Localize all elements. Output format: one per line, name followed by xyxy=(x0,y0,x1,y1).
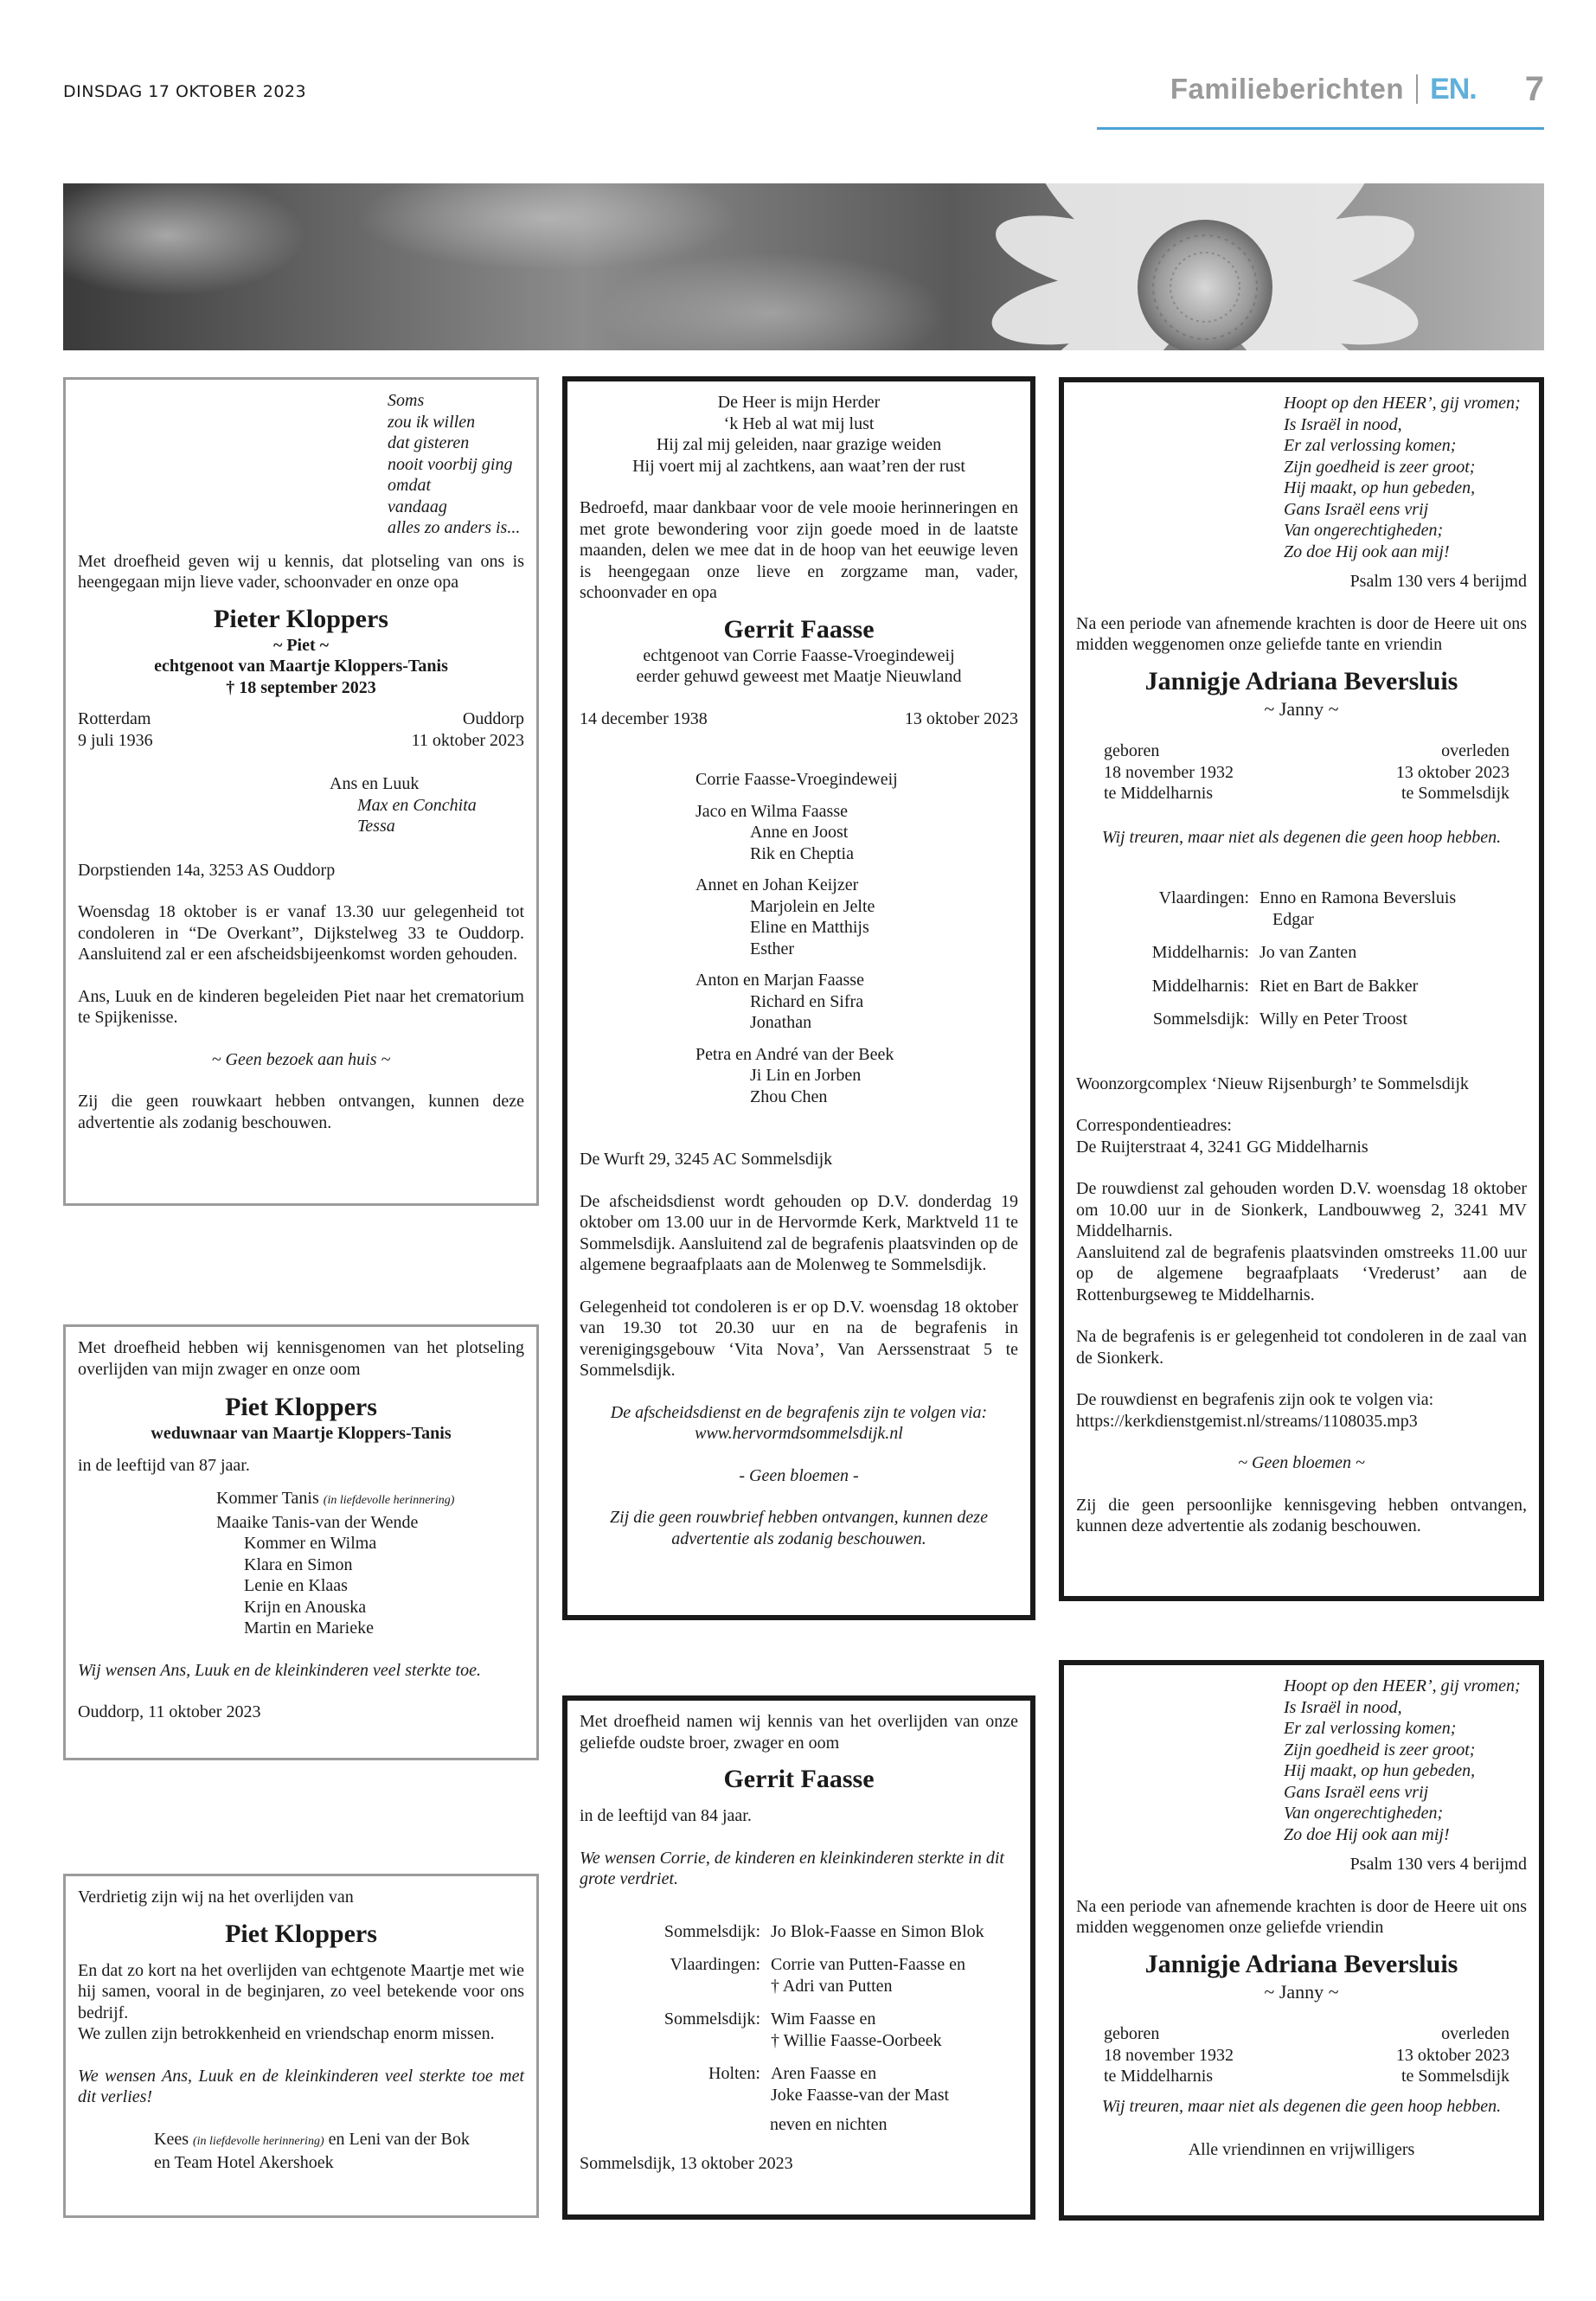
life-dates xyxy=(1076,740,1527,804)
died-label: overleden xyxy=(1441,741,1509,760)
age-line: in de leeftijd van 87 jaar. xyxy=(78,1455,250,1475)
family-group xyxy=(695,875,1018,959)
death-place: te Sommelsdijk xyxy=(1401,784,1509,803)
family-member xyxy=(216,1488,524,1512)
place-row xyxy=(580,1921,1018,1943)
place-row xyxy=(580,2063,1018,2106)
stream-text: De afscheidsdienst en de begrafenis zijn te volgen via: xyxy=(610,1402,988,1422)
deceased-name: Gerrit Faasse xyxy=(723,614,875,644)
header-rule xyxy=(1097,127,1544,130)
family-member: Marjolein en Jelte xyxy=(750,896,875,916)
psalm-line: Van ongerechtigheden; xyxy=(1284,521,1444,540)
family-member: Kommer en Wilma xyxy=(244,1534,377,1553)
psalm-line: ‘k Heb al wat mij lust xyxy=(723,413,875,433)
place-label: Sommelsdijk: xyxy=(1152,1009,1249,1029)
widower-line: weduwnaar van Maartje Kloppers-Tanis xyxy=(151,1424,452,1443)
psalm-line: Is Israël in nood, xyxy=(1284,1697,1402,1717)
place-label: Middelharnis: xyxy=(1151,943,1249,962)
family-member: Tessa xyxy=(357,817,395,836)
deceased-name: Jannigje Adriana Beversluis xyxy=(1144,666,1458,695)
deceased-name: Piet Kloppers xyxy=(225,1393,377,1421)
psalm-line: Is Israël in nood, xyxy=(1284,414,1402,434)
family-head: Annet en Johan Keijzer xyxy=(695,875,859,894)
signer: en Leni van der Bok xyxy=(328,2129,470,2149)
death-info xyxy=(1396,740,1509,804)
psalm-line: Zo doe Hij ook aan mij! xyxy=(1284,1824,1450,1844)
intro-text: Met droefheid namen wij kennis van het overlijden van onze geliefde oudste broer, zwager en oom xyxy=(580,1712,1018,1753)
family-member: Ans en Luuk xyxy=(330,774,420,793)
family-member: Anne en Joost xyxy=(750,823,849,842)
psalm-line: Hoopt op den HEER’, gij vromen; xyxy=(1284,394,1521,413)
psalm-line: Hij voert mij al zachtkens, aan waat’ren der rust xyxy=(632,456,965,476)
person-name: Corrie van Putten-Faasse en xyxy=(771,1955,965,1974)
service-info: De rouwdienst zal gehouden worden D.V. woensdag 18 oktober om 10.00 uur in de Sionkerk, Landbouwweg 2, 3241 MV Middelharnis. xyxy=(1076,1179,1527,1240)
quote-text: Wij treuren, maar niet als degenen die geen hoop hebben. xyxy=(1101,2096,1502,2116)
person-name: † Willie Faasse-Oorbeek xyxy=(771,2030,942,2050)
names-cell xyxy=(771,2063,949,2106)
nickname: ~ Janny ~ xyxy=(1264,1980,1339,2003)
place-row xyxy=(580,1954,1018,1997)
wish-text: Wij wensen Ans, Luuk en de kleinkinderen veel sterkte toe. xyxy=(78,1660,481,1680)
obituary-janny-beversluis xyxy=(1059,377,1544,1601)
intro-text: Na een periode van afnemende krachten is door de Heere uit ons midden weggenomen onze geliefde tante en vriendin xyxy=(1076,613,1527,654)
person-name: Jo Blok-Faasse en Simon Blok xyxy=(771,1921,984,1941)
burial-info: Aansluitend zal de begrafenis plaatsvinden omstreeks 11.00 uur op de algemene begraafplaats ‘Vrederust’ aan de Rottenburgseweg te Middelharnis. xyxy=(1076,1242,1527,1304)
psalm-line: Hij maakt, op hun gebeden, xyxy=(1284,1761,1476,1780)
condolence-info: Na de begrafenis is er gelegenheid tot condoleren in de zaal van de Sionkerk. xyxy=(1076,1327,1527,1368)
intro-text: Bedroefd, maar dankbaar voor de vele mooie herinneringen en met grote bewondering voor zijn goede moed in de laatste maanden, delen we mee dat in de hoop van het eeuwige leven is heengegaan onze lieve en zorgzame man, vader, schoonvader en opa xyxy=(580,498,1018,602)
family-list xyxy=(330,773,524,837)
person-name: Enno en Ramona Beversluis xyxy=(1259,888,1457,907)
condolence-info: Woensdag 18 oktober is er vanaf 13.30 uur gelegenheid tot condoleren in “De Overkant”, Dijkstelweg 33 te Ouddorp. Aansluitend zal er een afscheidsbijeenkomst worden gehouden. xyxy=(78,902,524,964)
no-visit-note: ~ Geen bezoek aan huis ~ xyxy=(211,1049,391,1069)
place-label: Holten: xyxy=(708,2064,760,2083)
psalm-line: Hij zal mij geleiden, naar grazige weiden xyxy=(656,435,942,454)
wish-text: We wensen Corrie, de kinderen en kleinkinderen sterkte in dit grote verdriet. xyxy=(580,1848,1004,1888)
place-row xyxy=(1076,976,1527,997)
daisy-flower-banner xyxy=(63,183,1544,350)
place-label: Middelharnis: xyxy=(1151,976,1249,996)
death-place: te Sommelsdijk xyxy=(1401,2067,1509,2086)
signature-line xyxy=(154,2129,524,2153)
death-date: 13 oktober 2023 xyxy=(1395,762,1509,782)
life-dates xyxy=(1076,2023,1527,2087)
death-info xyxy=(1396,2023,1509,2087)
family-table xyxy=(1076,888,1527,1030)
place-date: Sommelsdijk, 13 oktober 2023 xyxy=(580,2153,793,2173)
intro-text: Verdrietig zijn wij na het overlijden van xyxy=(78,1888,354,1907)
family-list xyxy=(695,769,1018,1107)
psalm-line: Er zal verlossing komen; xyxy=(1284,436,1457,455)
family-head: Jaco en Wilma Faasse xyxy=(695,801,848,821)
newspaper-logo: EN. xyxy=(1430,72,1477,106)
family-member: Jonathan xyxy=(750,1013,812,1032)
family-member: Ji Lin en Jorben xyxy=(750,1066,862,1085)
page-date: DINSDAG 17 OKTOBER 2023 xyxy=(63,82,307,101)
obituary-piet-kloppers-family xyxy=(63,1324,539,1760)
psalm-line: Er zal verlossing komen; xyxy=(1284,1719,1457,1738)
signature-block xyxy=(154,2129,524,2174)
daisy-flower-icon xyxy=(63,183,1544,350)
nephews-line: neven en nichten xyxy=(770,2115,888,2134)
life-dates xyxy=(580,708,1018,730)
place-date: Ouddorp, 11 oktober 2023 xyxy=(78,1702,261,1721)
person-name: Joke Faasse-van der Mast xyxy=(771,2085,950,2105)
person-name: Willy en Peter Troost xyxy=(1259,1009,1407,1029)
quote-text: Wij treuren, maar niet als degenen die geen hoop hebben. xyxy=(1101,827,1502,847)
obituary-pieter-kloppers xyxy=(63,377,539,1206)
section-title: Familieberichten xyxy=(1170,73,1405,105)
birth-date: 9 juli 1936 xyxy=(78,730,153,750)
names-cell xyxy=(771,1954,965,1997)
psalm-block xyxy=(1284,1676,1527,1845)
psalm-line: Gans Israël eens vrij xyxy=(1284,499,1429,519)
place-label: Vlaardingen: xyxy=(1158,888,1249,907)
footer-note: Zij die geen persoonlijke kennisgeving hebben ontvangen, kunnen deze advertentie als zodanig beschouwen. xyxy=(1076,1495,1527,1535)
poem-line: zou ik willen xyxy=(388,412,476,432)
birth-info xyxy=(1104,740,1234,804)
birth-place: te Middelharnis xyxy=(1104,784,1214,803)
spouse-line: echtgenoot van Corrie Faasse-Vroegindeweij xyxy=(643,645,955,665)
place-label: Sommelsdijk: xyxy=(663,1921,760,1941)
birth-info xyxy=(1104,2023,1234,2087)
no-flowers-note: ~ Geen bloemen ~ xyxy=(1238,1453,1365,1472)
psalm-line: Hij maakt, op hun gebeden, xyxy=(1284,478,1476,497)
death-date: 13 oktober 2023 xyxy=(1395,2045,1509,2065)
intro-text: Na een periode van afnemende krachten is door de Heere uit ons midden weggenomen onze geliefde vriendin xyxy=(1076,1896,1527,1937)
siblings-table xyxy=(580,1921,1018,2106)
body-text: En dat zo kort na het overlijden van echtgenote Maartje met wie hij samen, vooral in de beginjaren, zo veel betekende voor ons bedrijf. xyxy=(78,1960,524,2022)
family-member: Richard en Sifra xyxy=(750,991,864,1011)
memorial-note: (in liefdevolle herinnering) xyxy=(192,2134,324,2148)
family-member: Martin en Marieke xyxy=(244,1618,374,1638)
family-member: Max en Conchita xyxy=(357,795,477,815)
names-cell xyxy=(771,1921,984,1943)
family-group xyxy=(695,769,1018,791)
intro-text: Met droefheid hebben wij kennisgenomen van het plotseling overlijden van mijn zwager en onze oom xyxy=(78,1338,524,1379)
deceased-name: Piet Kloppers xyxy=(225,1919,377,1948)
psalm-block xyxy=(1284,393,1527,562)
home-address: Dorpstienden 14a, 3253 AS Ouddorp xyxy=(78,860,336,880)
obituary-gerrit-faasse-siblings xyxy=(562,1695,1035,2220)
place-row xyxy=(1076,942,1527,964)
poem-line: Soms xyxy=(388,391,425,410)
obituary-piet-kloppers-hotel xyxy=(63,1874,539,2218)
family-member: Zhou Chen xyxy=(750,1086,828,1106)
person-name: Wim Faasse en xyxy=(771,2009,876,2029)
family-head: Corrie Faasse-Vroegindeweij xyxy=(695,770,898,789)
deceased-name: Pieter Kloppers xyxy=(214,604,388,633)
family-member: Rik en Cheptia xyxy=(750,843,854,863)
family-group xyxy=(695,801,1018,865)
poem-line: vandaag xyxy=(388,497,447,516)
nickname: ~ Janny ~ xyxy=(1264,697,1339,720)
birth-date: 18 november 1932 xyxy=(1104,762,1234,782)
birth-place: Rotterdam xyxy=(78,709,151,728)
family-list xyxy=(216,1488,524,1639)
birth-place: te Middelharnis xyxy=(1104,2067,1214,2086)
names-cell xyxy=(1259,1009,1407,1030)
death-date: † 18 september 2023 xyxy=(226,677,376,697)
stream-url[interactable]: https://kerkdienstgemist.nl/streams/1108035.mp3 xyxy=(1076,1411,1418,1431)
poem xyxy=(388,390,524,539)
psalm-line: Gans Israël eens vrij xyxy=(1284,1782,1429,1802)
birth-date: 14 december 1938 xyxy=(580,708,708,728)
place-row xyxy=(580,2009,1018,2051)
born-label: geboren xyxy=(1104,741,1160,760)
page-number: 7 xyxy=(1524,69,1544,108)
no-flowers-note: - Geen bloemen - xyxy=(739,1465,859,1485)
deceased-name: Gerrit Faasse xyxy=(723,1765,875,1793)
names-cell xyxy=(1259,976,1418,997)
age-line: in de leeftijd van 84 jaar. xyxy=(580,1806,752,1825)
family-name: Kommer Tanis xyxy=(216,1489,319,1508)
psalm-reference: Psalm 130 vers 4 berijmd xyxy=(1349,572,1527,591)
family-member: Krijn en Anouska xyxy=(244,1597,367,1617)
cremation-info: Ans, Luuk en de kinderen begeleiden Piet naar het crematorium te Spijkenisse. xyxy=(78,986,524,1027)
condolence-info: Gelegenheid tot condoleren is er op D.V. woensdag 18 oktober van 19.30 tot 20.30 uur en na de begrafenis in verenigingsgebouw ‘Vita Nova’, Van Aerssenstraat 5 te Sommelsdijk. xyxy=(580,1297,1018,1380)
footer-note: Zij die geen rouwbrief hebben ontvangen, kunnen deze advertentie als zodanig beschouwen. xyxy=(610,1508,988,1548)
died-label: overleden xyxy=(1441,2024,1509,2043)
psalm-line: Zijn goedheid is zeer groot; xyxy=(1284,1740,1476,1759)
names-cell xyxy=(771,2009,942,2051)
born-label: geboren xyxy=(1104,2024,1160,2043)
poem-line: dat gisteren xyxy=(388,433,470,452)
home-address: De Wurft 29, 3245 AC Sommelsdijk xyxy=(580,1150,833,1169)
psalm-line: Zijn goedheid is zeer groot; xyxy=(1284,457,1476,477)
birth-info xyxy=(78,708,153,751)
place-row xyxy=(1076,1009,1527,1030)
family-head: Petra en André van der Beek xyxy=(695,1044,894,1064)
death-info xyxy=(412,708,524,751)
family-head: Anton en Marjan Faasse xyxy=(695,971,864,990)
death-date-full: 11 oktober 2023 xyxy=(411,730,524,750)
header-divider xyxy=(1416,74,1418,104)
service-info: De afscheidsdienst wordt gehouden op D.V. donderdag 19 oktober om 13.00 uur in de Hervormde Kerk, Marktveld 11 te Sommelsdijk. Aansluitend zal de begrafenis plaatsvinden op de algemene begraafplaats aan de Molenweg te Sommelsdijk. xyxy=(580,1191,1018,1274)
spouse-line: echtgenoot van Maartje Kloppers-Tanis xyxy=(154,657,448,676)
poem-line: nooit voorbij ging xyxy=(388,454,513,474)
names-cell xyxy=(1259,888,1456,930)
place-row xyxy=(1076,888,1527,930)
psalm-block xyxy=(580,392,1018,477)
signer: Kees xyxy=(154,2129,189,2149)
person-name: Edgar xyxy=(1259,909,1314,929)
intro-text: Met droefheid geven wij u kennis, dat plotseling van ons is heengegaan mijn lieve vader, schoonvader en onze opa xyxy=(78,551,524,592)
wish-text: We wensen Ans, Luuk en de kleinkinderen veel sterkte toe met dit verlies! xyxy=(78,2066,524,2106)
birth-death-places xyxy=(78,708,524,751)
former-spouse-line: eerder gehuwd geweest met Maatje Nieuwland xyxy=(636,667,962,686)
psalm-line: Hoopt op den HEER’, gij vromen; xyxy=(1284,1676,1521,1695)
birth-date: 18 november 1932 xyxy=(1104,2045,1234,2065)
psalm-reference: Psalm 130 vers 4 berijmd xyxy=(1349,1855,1527,1874)
psalm-line: Van ongerechtigheden; xyxy=(1284,1804,1444,1823)
person-name: Jo van Zanten xyxy=(1259,943,1357,962)
footer-note: Zij die geen rouwkaart hebben ontvangen, kunnen deze advertentie als zodanig beschouwen. xyxy=(78,1092,524,1132)
memorial-note: (in liefdevolle herinnering) xyxy=(323,1494,455,1507)
place-label: Vlaardingen: xyxy=(670,1955,760,1974)
obituary-janny-beversluis-friends xyxy=(1059,1660,1544,2221)
family-member: Klara en Simon xyxy=(244,1554,353,1574)
psalm-line: Zo doe Hij ook aan mij! xyxy=(1284,542,1450,561)
stream-url[interactable]: www.hervormdsommelsdijk.nl xyxy=(695,1424,903,1443)
family-group xyxy=(695,970,1018,1034)
family-member: Eline en Matthijs xyxy=(750,918,869,937)
place-label: Sommelsdijk: xyxy=(663,2009,760,2029)
body-text-2: We zullen zijn betrokkenheid en vriendschap enorm missen. xyxy=(78,2024,495,2043)
person-name: Riet en Bart de Bakker xyxy=(1259,976,1419,996)
family-member: Maaike Tanis-van der Wende xyxy=(216,1512,419,1532)
residence: Woonzorgcomplex ‘Nieuw Rijsenburgh’ te Sommelsdijk xyxy=(1076,1074,1469,1093)
death-date: 13 oktober 2023 xyxy=(904,708,1018,728)
poem-line: alles zo anders is... xyxy=(388,518,521,537)
correspondence-label: Correspondentieadres: xyxy=(1076,1116,1232,1135)
deceased-name: Jannigje Adriana Beversluis xyxy=(1144,1949,1458,1978)
person-name: † Adri van Putten xyxy=(771,1976,893,1996)
nickname: ~ Piet ~ xyxy=(272,635,330,655)
family-group xyxy=(695,1044,1018,1108)
correspondence-address: De Ruijterstraat 4, 3241 GG Middelharnis xyxy=(1076,1137,1368,1157)
family-member: Lenie en Klaas xyxy=(244,1576,348,1595)
stream-text: De rouwdienst en begrafenis zijn ook te volgen via: xyxy=(1076,1390,1434,1409)
signature-line: en Team Hotel Akershoek xyxy=(154,2153,334,2172)
stream-info xyxy=(580,1402,1018,1445)
death-place: Ouddorp xyxy=(462,709,524,728)
section-header xyxy=(1170,67,1544,111)
names-cell xyxy=(1259,942,1356,964)
person-name: Aren Faasse en xyxy=(771,2064,877,2083)
obituary-gerrit-faasse xyxy=(562,376,1035,1620)
psalm-line: De Heer is mijn Herder xyxy=(717,393,881,412)
family-member: Esther xyxy=(750,939,795,958)
signoff: Alle vriendinnen en vrijwilligers xyxy=(1188,2140,1415,2159)
poem-line: omdat xyxy=(388,476,431,495)
